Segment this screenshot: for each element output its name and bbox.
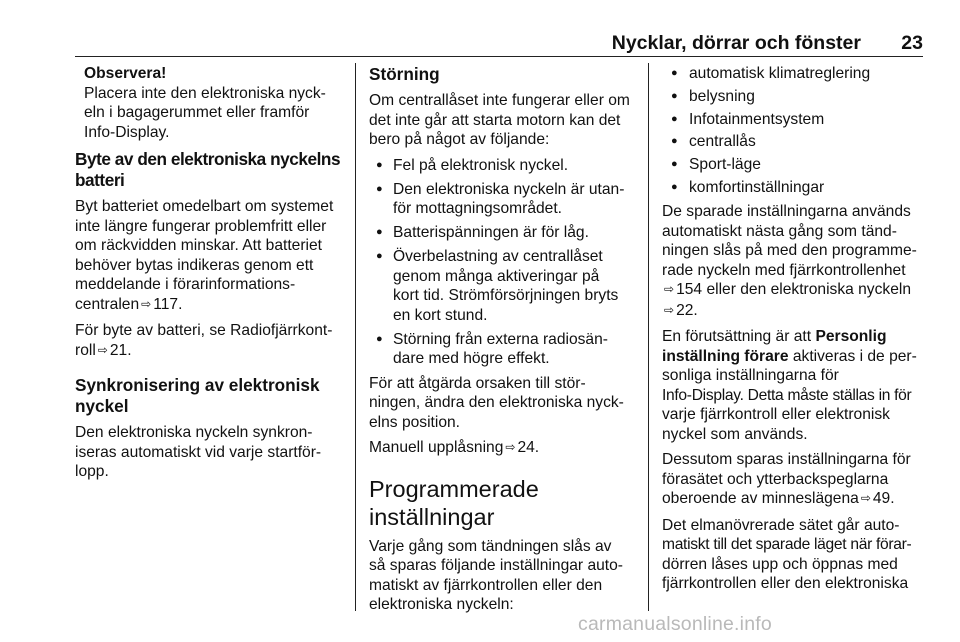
column-2 xyxy=(369,64,635,621)
page-ref-link[interactable]: 24. xyxy=(517,439,540,456)
list-item: ● belysning xyxy=(662,87,930,107)
list-item: ● komfortinställningar xyxy=(662,178,930,198)
fault-intro: Om centrallåset inte fungerar eller om det inte går att starta motorn kan det bero på något av följande: xyxy=(369,92,630,148)
electric-seat-paragraph: Det elmanövrerade sätet går auto- matiskt till det sparade läget när förar- dörren låses upp och öppnas med fjärrkontrollen eller den elektroniska xyxy=(662,516,912,593)
column-3 xyxy=(662,64,930,600)
watermark: carmanualsonline.info xyxy=(578,613,772,635)
list-item: ● Den elektroniska nyckeln är utan- för mottagningsområdet. xyxy=(369,180,635,219)
page-ref-link[interactable]: 22. xyxy=(676,301,698,319)
page-ref-link[interactable]: 21. xyxy=(109,341,132,359)
programmed-heading: Programmerade inställningar xyxy=(369,475,539,530)
list-item: ● Infotainmentsystem xyxy=(662,110,930,130)
page-ref-link[interactable]: 117. xyxy=(153,295,183,313)
page-header xyxy=(75,32,923,54)
page-ref-icon: ⇨ xyxy=(97,342,108,357)
page-ref-icon: ⇨ xyxy=(860,491,871,506)
battery-heading: Byte av den elektroniska nyckelns batteri xyxy=(75,149,341,190)
note-line: eln i bagagerummet eller framför xyxy=(84,104,310,121)
manual-unlock-paragraph: Manuell upplåsning ⇨ 24. xyxy=(369,439,540,456)
sync-paragraph: Den elektroniska nyckeln synkron- iseras automatiskt vid varje startför- lopp. xyxy=(75,424,322,480)
note-box xyxy=(75,64,347,142)
note-line: Placera inte den elektroniska nyck- xyxy=(84,84,326,102)
settings-list xyxy=(662,64,930,197)
list-item: ● automatisk klimatreglering xyxy=(662,64,930,84)
column-divider-2 xyxy=(648,63,649,611)
fault-list xyxy=(369,156,635,369)
header-title: Nycklar, dörrar och fönster xyxy=(611,32,861,54)
saved-paragraph: De sparade inställningarna används automatiskt nästa gång som tänd- ningen slås på med den programme- rade nyckeln med fjärrkontrollenhet ⇨ 154 eller den elektroniska nyckeln ⇨ 22. xyxy=(662,203,917,319)
header-divider xyxy=(75,56,923,57)
list-item: ● Batterispänningen är för låg. xyxy=(369,223,635,243)
page-ref-link[interactable]: 154 xyxy=(676,281,703,299)
list-item: ● centrallås xyxy=(662,132,930,152)
page-ref-link[interactable]: 49. xyxy=(872,490,895,508)
also-saved-paragraph: Dessutom sparas inställningarna för förasätet och ytterbackspeglarna oberoende av minneslägena ⇨ 49. xyxy=(662,451,911,508)
remote-paragraph: För byte av batteri, se Radiofjärrkont- roll ⇨ 21. xyxy=(75,322,333,359)
programmed-paragraph: Varje gång som tändningen slås av så sparas följande inställningar auto- matiskt av fjärrkontrollen eller den elektroniska nyckeln: xyxy=(369,537,623,613)
list-item: ● Fel på elektronisk nyckel. xyxy=(369,156,635,176)
page-ref-icon: ⇨ xyxy=(664,302,675,317)
page-ref-icon: ⇨ xyxy=(505,440,516,454)
list-item: ● Sport-läge xyxy=(662,155,930,175)
list-item: ● Överbelastning av centrallåset genom många aktiveringar på kort tid. Strömförsörjningen bryts en kort stund. xyxy=(369,247,635,325)
note-line: Info-Display. xyxy=(84,123,170,141)
page-number: 23 xyxy=(901,32,923,54)
column-divider-1 xyxy=(355,63,356,611)
sync-heading: Synkronisering av elektronisk nyckel xyxy=(75,375,320,416)
column-1 xyxy=(75,64,347,488)
battery-paragraph: Byt batteriet omedelbart om systemet inte längre fungerar problemfritt eller om räckvidden minskar. Att batteriet behöver bytas indikeras genom ett meddelande i förarinformations- centralen ⇨ 117. xyxy=(75,198,334,313)
condition-paragraph: En förutsättning är att Personlig inställning förare aktiveras i de per- sonliga inställningarna för Info-Display. Detta måste ställas in för varje fjärrkontroll eller elektronisk nyckel som används. xyxy=(662,328,917,443)
fault-heading: Störning xyxy=(369,64,440,84)
page-ref-icon: ⇨ xyxy=(141,296,152,311)
page-ref-icon: ⇨ xyxy=(664,282,675,297)
fix-paragraph: För att åtgärda orsaken till stör- ningen, ändra den elektroniska nyck- elns position. xyxy=(369,374,624,431)
note-heading: Observera! xyxy=(84,65,167,82)
list-item: ● Störning från externa radiosän- dare med högre effekt. xyxy=(369,330,635,369)
